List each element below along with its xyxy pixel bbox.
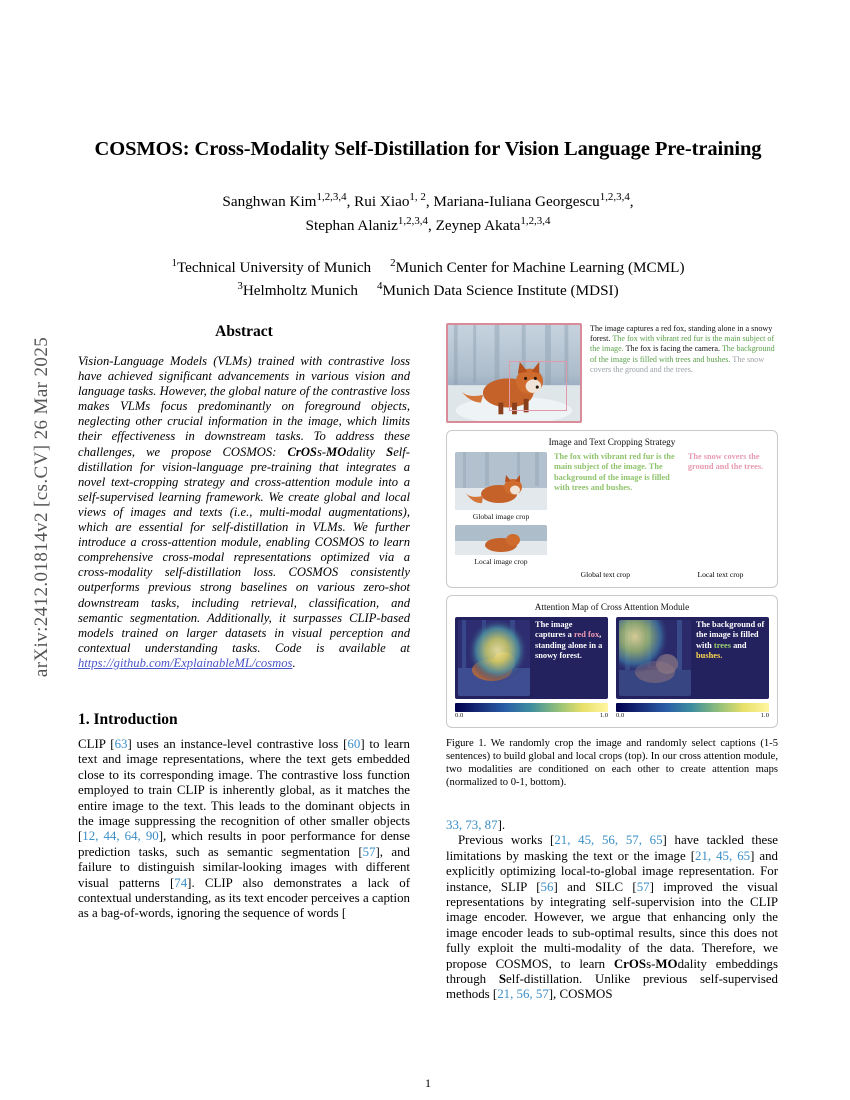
left-column — [78, 323, 410, 922]
global-image-crop-label: Global image crop — [472, 512, 530, 521]
citation-63[interactable]: 63 — [114, 736, 128, 751]
attention-right-text: The background of the image is filled with trees and bushes. — [696, 620, 765, 661]
attention-heatmap-left — [458, 620, 530, 696]
attention-left-text: The image captures a red fox, standing alone in a snowy forest. — [535, 620, 603, 661]
citation-21-45-56-57-65[interactable]: 21, 45, 56, 57, 65 — [554, 833, 663, 848]
top-caption-part-5: The snow covers the ground and the trees. — [590, 354, 765, 374]
figure-top-row — [446, 323, 778, 423]
colorbar-left-labels — [455, 712, 608, 719]
attention-heatmap-right — [619, 620, 691, 696]
code-link[interactable]: https://github.com/ExplainableML/cosmos — [78, 655, 293, 670]
abstract-part-3: dality — [346, 444, 387, 459]
panel-cropping-strategy — [446, 430, 778, 588]
right-column — [446, 818, 778, 1003]
intro-paragraph-1: CLIP [63] uses an instance-level contrastive loss [60] to learn text and image representations, where the text gets embedded close to its corresponding image. The contrastive loss function employed to train CLIP is inherently global, as it matches the entire image to the text. This leads to the dominant objects in the image suppressing the recognition of other smaller objects [12, 44, 64, 90], which results in poor performance for dense prediction tasks, such as semantic segmentation [57], and failure to distinguish similar-looking images with different visual patterns [74]. CLIP also demonstrates a lack of contextual understanding, as its text encoder perceives a caption as a bag-of-words, ignoring the sequence of words [ — [78, 736, 410, 921]
citation-12-44-64-90[interactable]: 12, 44, 64, 90 — [82, 829, 159, 844]
top-caption-part-4: The background of the image is filled with trees and bushes. — [590, 344, 775, 364]
colorbar-right-max: 1.0 — [760, 712, 769, 719]
global-crop-illustration — [455, 452, 547, 510]
citation-21-56-57[interactable]: 21, 56, 57 — [497, 987, 549, 1002]
paper-page — [78, 58, 779, 1090]
top-caption-part-3: The fox is facing the camera. — [625, 344, 722, 354]
crop-text-columns — [554, 452, 769, 566]
arxiv-stamp: arXiv:2412.01814v2 [cs.CV] 26 Mar 2025 — [31, 336, 52, 678]
attention-map-image-left — [458, 620, 530, 696]
attention-left-content — [455, 617, 608, 699]
global-text-crop: The fox with vibrant red fur is the main subject of the image. The background of the image is filled with trees and bushes. — [554, 452, 675, 493]
page-title: COSMOS: Cross-Modality Self-Distillation for Vision Language Pre-training — [94, 138, 762, 160]
crop-highlight-box — [509, 361, 567, 411]
intro-paragraph-1-cont: 33, 73, 87]. — [446, 818, 506, 832]
citation-57-b[interactable]: 57 — [636, 879, 650, 894]
citation-33-73-87[interactable]: 33, 73, 87 — [446, 818, 498, 832]
affiliation-row-1: $^1$Technical University of Munich $^2$Munich Center for Machine Learning (MCML) — [171, 256, 685, 276]
crop-panel-title: Image and Text Cropping Strategy — [548, 437, 676, 447]
abstract-part-4: elf-distillation for vision-language pre-training that integrates a novel text-cropping strategy and cross-attention module into a self-supervised learning framework. We create global and local views of images and texts (i.e., multi-modal augmentations), which are essential for self-distillation in VLMs. We further introduce a cross-attention module, enabling COSMOS to learn comprehensive cross-modal representations optimized via a cross-modality self-distillation loss. COSMOS consistently outperforms previous strong baselines on various zero-shot downstream tasks, including retrieval, classification, and semantic segmentation. Additionally, it surpasses CLIP-based models trained on larger datasets in visual perception and contextual understanding tasks. Code is available at — [78, 444, 410, 655]
figure-caption: Figure 1. We randomly crop the image and randomly select captions (1-5 sentences) to build global and local crops (top). In our cross attention module, two modalities are conditioned on each other to create attention maps (normalized to 0-1, bottom). — [446, 738, 778, 788]
figure-1 — [446, 323, 778, 789]
crop-panel-row — [455, 452, 769, 566]
citation-57[interactable]: 57 — [362, 844, 376, 859]
figure-top-caption — [590, 323, 778, 375]
attention-row — [455, 617, 769, 719]
abstract-bold-2: MO — [326, 444, 347, 459]
page-number: 1 — [425, 1076, 431, 1090]
body-columns — [78, 323, 778, 1053]
colorbar-right-min: 0.0 — [616, 712, 625, 719]
panel-attention-map — [446, 595, 778, 728]
citation-56[interactable]: 56 — [540, 879, 554, 894]
author-line-2: Stephan Alaniz$^{1,2,3,4}$, Zeynep Akata$^{1,2,3,4}$ — [305, 214, 551, 234]
abstract-bold-1: CrOS — [287, 444, 317, 459]
citation-74[interactable]: 74 — [174, 875, 188, 890]
citation-21-45-65[interactable]: 21, 45, 65 — [695, 848, 751, 863]
top-caption-part-2: The fox with vibrant red fur is the main subject of the image. — [590, 334, 775, 354]
intro-paragraph-2: Previous works [21, 45, 56, 57, 65] have tackled these limitations by masking the text or the image [21, 45, 65] and explicitly optimizing local-to-global image representation. For instance, SLIP [56] and SILC [57] improved the visual representations by integrating self-supervision into the CLIP image encoder. However, we argue that enhancing only the image encoder leads to sub-optimal results, since this does not fully exploit the multi-modality of the data. Therefore, we propose COSMOS, to learn CrOSs-MOdality embeddings through Self-distillation. Unlike previous self-supervised methods [21, 56, 57], COSMOS — [446, 833, 779, 1002]
abstract-bold-3: S — [386, 444, 394, 459]
colorbar-left — [455, 703, 608, 712]
global-image-crop — [455, 452, 547, 510]
abstract-part-2: s- — [316, 444, 327, 459]
author-list — [78, 190, 778, 238]
attention-right-content — [616, 617, 769, 699]
colorbar-right — [616, 703, 769, 712]
local-image-crop — [455, 525, 547, 555]
colorbar-left-min: 0.0 — [455, 712, 464, 719]
abstract-part-1: Vision-Language Models (VLMs) trained with contrastive loss have achieved significant advancements in various vision and language tasks. However, the global nature of the contrastive loss makes VLMs focus predominantly on foreground objects, neglecting other crucial information in the image, which limits their effectiveness in downstream tasks. To address these challenges, we propose COSMOS: — [78, 354, 410, 459]
introduction-heading: 1. Introduction — [78, 710, 178, 728]
crop-foot-labels — [455, 570, 769, 579]
abstract-heading: Abstract — [215, 323, 273, 340]
attention-map-image-right — [619, 620, 691, 696]
affiliation-row-2: $^3$Helmholtz Munich $^4$Munich Data Science Institute (MDSI) — [237, 279, 619, 299]
fox-image-full — [446, 323, 582, 423]
crop-image-column — [455, 452, 547, 566]
local-text-crop: The snow covers the ground and the trees. — [687, 452, 764, 472]
attention-block-right — [616, 617, 769, 719]
abstract-part-5: . — [292, 655, 296, 670]
local-image-crop-label: Local image crop — [474, 557, 528, 566]
colorbar-right-labels — [616, 712, 769, 719]
affiliation-list — [78, 256, 778, 302]
colorbar-left-max: 1.0 — [599, 712, 608, 719]
global-text-crop-label: Global text crop — [580, 570, 631, 579]
local-text-crop-label: Local text crop — [697, 570, 744, 579]
abstract-text — [78, 354, 410, 671]
local-crop-illustration — [455, 525, 547, 555]
attention-block-left — [455, 617, 608, 719]
author-line-1: Sanghwan Kim$^{1,2,3,4}$, Rui Xiao$^{1, 2}$, Mariana-Iuliana Georgescu$^{1,2,3,4}$, — [222, 190, 634, 210]
attention-panel-title: Attention Map of Cross Attention Module — [534, 602, 690, 612]
top-caption-part-1: The image captures a red fox, standing alone in a snowy forest. — [590, 324, 773, 344]
citation-60[interactable]: 60 — [347, 736, 361, 751]
